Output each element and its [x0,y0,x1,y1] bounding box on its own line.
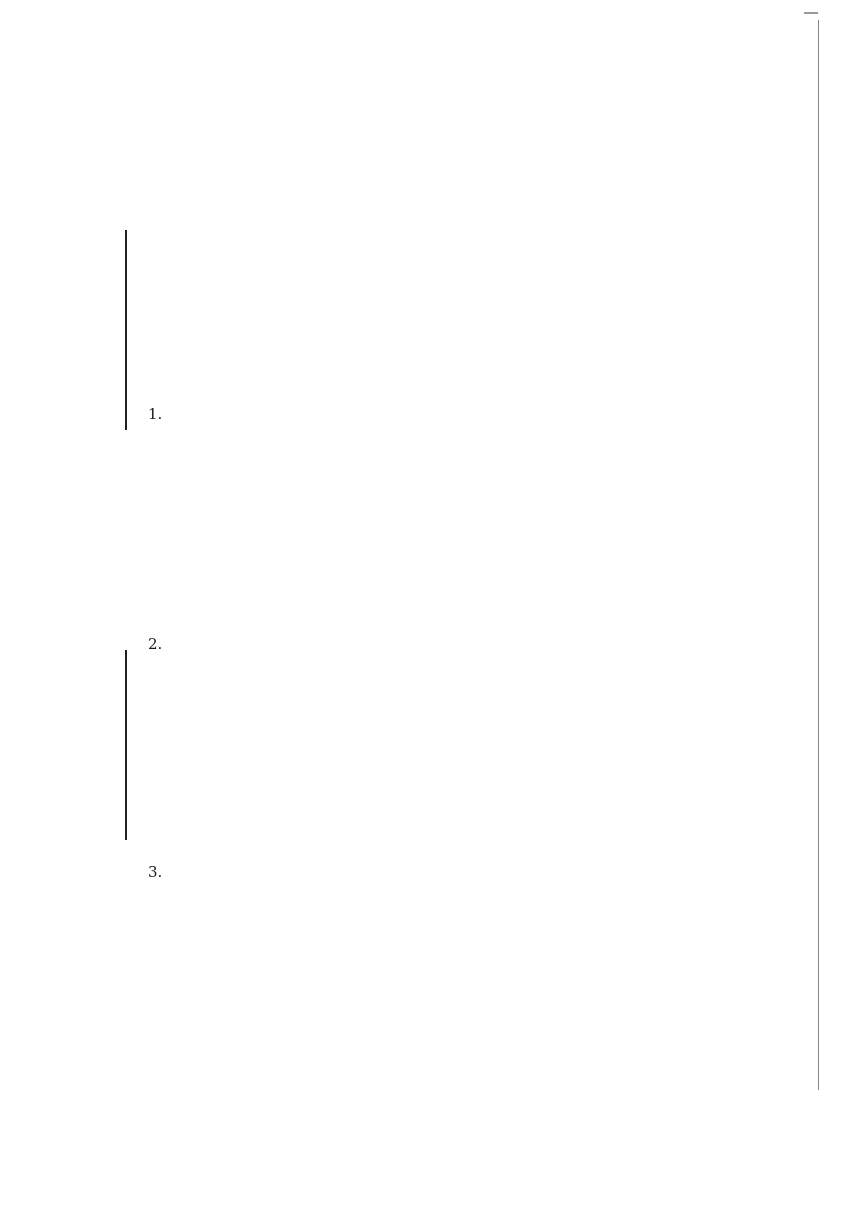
page-edge-line [818,20,819,1090]
exam-no-line [125,230,127,430]
question-number: 1. [148,405,163,423]
question-1 [148,400,778,428]
answer-choices [176,400,778,428]
question-number: 3. [148,863,163,881]
answer-choices [176,630,778,658]
name-line [125,650,127,840]
question-2 [148,630,778,658]
binding-margin [95,230,145,900]
scan-mark [804,12,818,14]
question-number: 2. [148,635,163,653]
